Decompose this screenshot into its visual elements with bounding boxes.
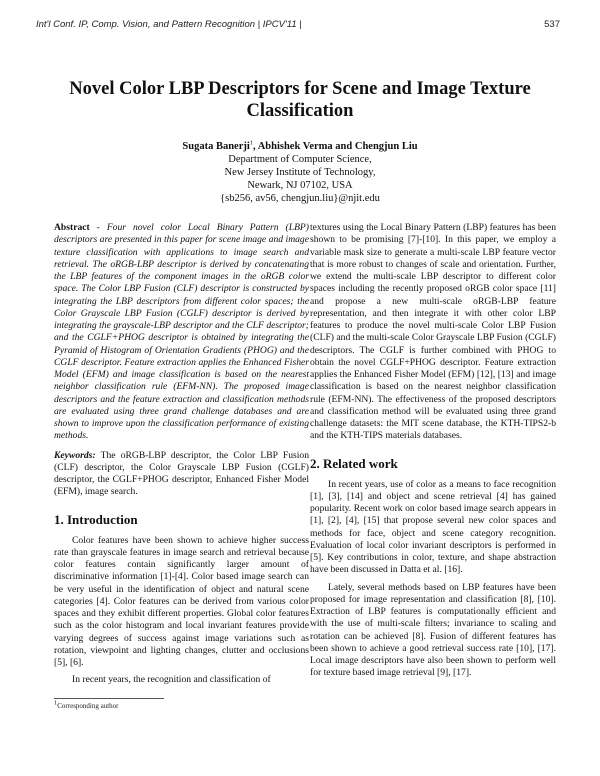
footnote: [54, 699, 119, 710]
related-work-paragraph-1: In recent years, use of color as a means to face recognition [1], [3], [14] and object and scene retrieval [4] has gained popularity. Recent work on color based image search appears in [1], [2], [4], [15] that propose several new color spaces and methods for face, object and scene category recognition. Evaluation of local color invariant descriptors is performed in [5]. Key contributions in color, texture, and shape abstraction have been discussed in Datta et al. [16].: [310, 478, 556, 576]
abstract-text: - Four novel color Local Binary Pattern (LBP) descriptors are presented in this paper for scene image and image texture classification with applications to image search and retrieval. The oRGB-LBP descriptor is derived by concatenating the LBP features of the component images in the oRGB color space. The Color LBP Fusion (CLF) descriptor is constructed by integrating the LBP descriptors from different color spaces; the Color Grayscale LBP Fusion (CGLF) descriptor is derived by integrating the grayscale-LBP descriptor and the CLF descriptor; and the CGLF+PHOG descriptor is obtained by integrating the Pyramid of Histogram of Orientation Gradients (PHOG) and the CGLF descriptor. Feature extraction applies the Enhanced Fisher Model (EFM) and image classification is based on the nearest neighbor classification rule (EFM-NN). The proposed image descriptors and the feature extraction and classification methods are evaluated using three grand challenge databases and are shown to improve upon the classification performance of existing methods.: [54, 222, 309, 442]
author-emails: {sb256, av56, chengjun.liu}@njit.edu: [220, 193, 380, 204]
co-authors: , Abhishek Verma and Chengjun Liu: [253, 141, 418, 152]
affiliation-address: Newark, NJ 07102, USA: [247, 180, 353, 191]
abstract-label: Abstract: [54, 222, 90, 233]
section-heading-related-work: 2. Related work: [310, 455, 398, 471]
author-names: [60, 140, 540, 153]
intro-paragraph-1: Color features have been shown to achieve higher success rate than grayscale features in image search and retrieval because color features contain significantly larger amount of discriminative information [1]-[4]. Color based image search can be very useful in the identification of object and natural scene categories [4]. Color features can be derived from various color spaces and they exhibit different properties. Global color features such as the color histogram and local invariant features provide varying degrees of success against image variations such as rotation, viewpoint and lighting changes, clutter and occlusions [5], [6].: [54, 534, 309, 668]
footnote-divider: [54, 698, 164, 699]
paper-title: Novel Color LBP Descriptors for Scene and Image Texture Classification: [69, 79, 531, 121]
affiliation-institute: New Jersey Institute of Technology,: [224, 167, 376, 178]
intro-paragraph-2: In recent years, the recognition and classification of: [72, 674, 271, 686]
intro-continuation: textures using the Local Binary Pattern (LBP) features has been shown to be promising [7]-[10]. In this paper, we employ a variable mask size to generate a multi-scale LBP feature vector that is more robust to changes of scale and orientation. Further, we extend the multi-scale LBP descriptor to different color spaces including the recently proposed oRGB color space [11] and propose a new multi-scale oRGB-LBP feature representation, and then integrate it with other color LBP features to produce the novel multi-scale Color LBP Fusion (CLF) and the multi-scale Color Grayscale LBP Fusion (CGLF) descriptors. The CGLF is further combined with PHOG to obtain the novel CGLF+PHOG descriptor. Feature extraction applies the Enhanced Fisher Model (EFM) [12], [13] and image classification is based on the nearest neighbor classification rule (EFM-NN). The effectiveness of the proposed descriptors and classification method will be evaluated using three grand challenge datasets: the MIT scene database, the KTH-TIPS2-b and the KTH-TIPS materials databases.: [310, 222, 556, 442]
keywords-label: Keywords:: [54, 449, 96, 461]
section-heading-introduction: 1. Introduction: [54, 511, 138, 527]
author-footnote-mark: 1: [249, 139, 254, 147]
page-number: 537: [544, 19, 560, 30]
affiliation-department: Department of Computer Science,: [228, 154, 372, 165]
right-column: [310, 222, 556, 680]
related-work-paragraph-2: Lately, several methods based on LBP features have been proposed for image representation and classification [8], [10]. Extraction of LBP features is computationally efficient and with the use of multi-scale filters; invariance to scaling and rotation can be achieved [8]. Fusion of different features has been shown to achieve a good retrieval success rate [10], [17]. Local image descriptors have also been shown to perform well for texture based image retrieval [9], [17].: [310, 581, 556, 679]
footnote-text: Corresponding author: [57, 702, 119, 710]
running-header: Int'l Conf. IP, Comp. Vision, and Pattern Recognition | IPCV'11 |: [36, 19, 302, 30]
left-column: [54, 222, 309, 687]
keywords: [54, 450, 309, 499]
first-author: Sugata Banerji: [182, 141, 250, 152]
keywords-text: The oRGB-LBP descriptor, the Color LBP Fusion (CLF) descriptor, the Color Grayscale LBP Fusion (CGLF) descriptor, the CGLF+PHOG descriptor, Enhanced Fisher Model (EFM), image search.: [54, 449, 309, 498]
author-block: [60, 140, 540, 205]
abstract: [54, 222, 309, 443]
footnote-mark: 1: [54, 699, 58, 707]
